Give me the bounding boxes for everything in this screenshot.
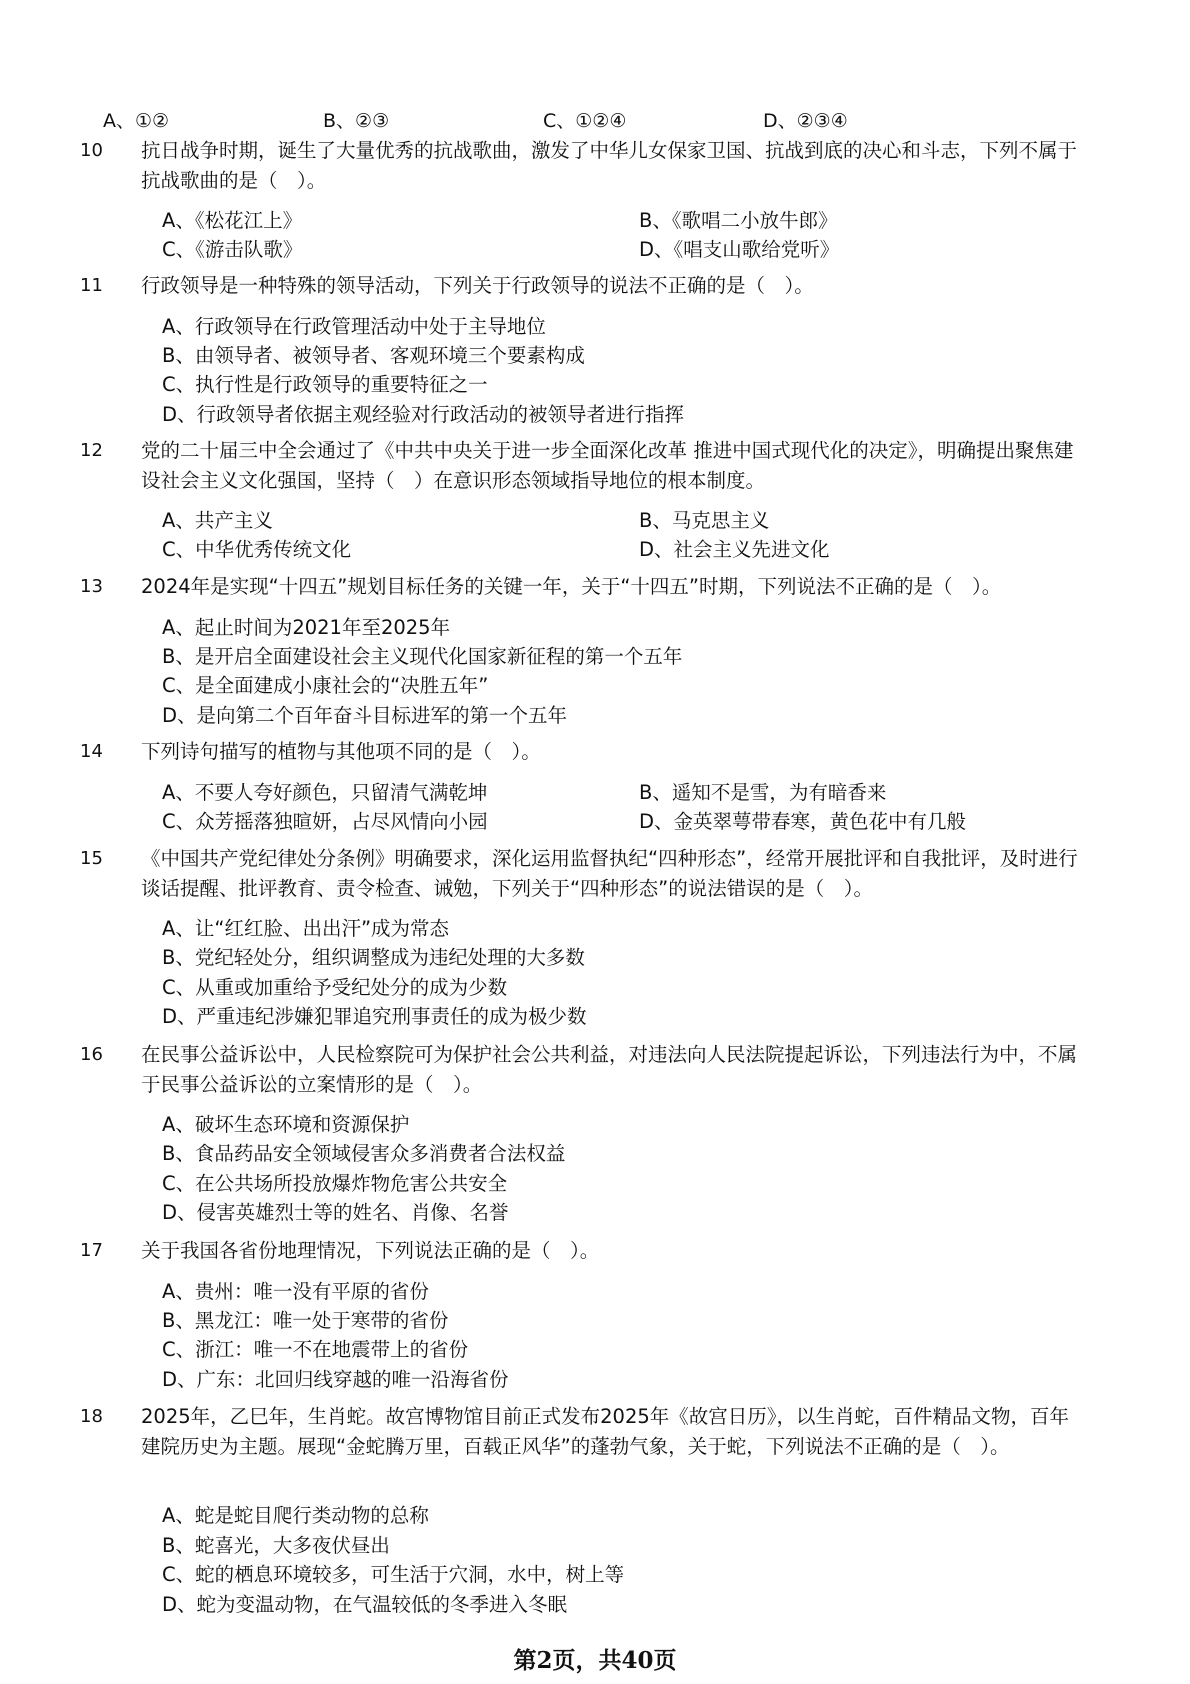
option-a: A、共产主义: [162, 509, 273, 532]
option-d: D、严重违纪涉嫌犯罪追究刑事责任的成为极少数: [162, 1005, 587, 1028]
question-text: 在民事公益诉讼中，人民检察院可为保护社会公共利益，对违法向人民法院提起诉讼，下列违法行为中，不属于民事公益诉讼的立案情形的是（ ）。: [141, 1043, 1078, 1096]
option-d: D、蛇为变温动物，在气温较低的冬季进入冬眠: [162, 1593, 568, 1616]
option-d: D、是向第二个百年奋斗目标进军的第一个五年: [162, 704, 568, 727]
option-c: C、从重或加重给予受纪处分的成为少数: [162, 976, 508, 999]
question-number: 13: [80, 576, 103, 597]
option-b: B、是开启全面建设社会主义现代化国家新征程的第一个五年: [162, 645, 683, 668]
previous-question-options: [103, 106, 1063, 134]
option-b: B、由领导者、被领导者、客观环境三个要素构成: [162, 344, 585, 367]
option-a: A、贵州：唯一没有平原的省份: [162, 1280, 429, 1303]
option-b: B、蛇喜光，大多夜伏昼出: [162, 1534, 390, 1557]
option-a: A、起止时间为2021年至2025年: [162, 616, 451, 639]
question-text: 2024年是实现“十四五”规划目标任务的关键一年，关于“十四五”时期，下列说法不正确的是（ ）。: [141, 575, 1002, 598]
question-text: 行政领导是一种特殊的领导活动，下列关于行政领导的说法不正确的是（ ）。: [141, 274, 814, 297]
option-d: D、②③④: [763, 110, 848, 132]
option-a: A、①②: [103, 110, 170, 132]
option-a: A、行政领导在行政管理活动中处于主导地位: [162, 315, 546, 338]
option-c: C、执行性是行政领导的重要特征之一: [162, 373, 488, 396]
option-d: D、金英翠萼带春寒，黄色花中有几般: [639, 810, 967, 833]
option-a: A、破坏生态环境和资源保护: [162, 1113, 410, 1136]
page-footer: 第2页，共40页: [513, 1647, 677, 1674]
option-c: C、是全面建成小康社会的“决胜五年”: [162, 674, 489, 697]
question-number: 18: [80, 1406, 103, 1427]
question-text: 2025年，乙巳年，生肖蛇。故宫博物馆目前正式发布2025年《故宫日历》，以生肖蛇，百件精品文物，百年建院历史为主题。展现“金蛇腾万里，百载正风华”的蓬勃气象，关于蛇，下列说法不正确的是（ ）。: [141, 1405, 1070, 1458]
question-text: 关于我国各省份地理情况，下列说法正确的是（ ）。: [141, 1239, 600, 1262]
option-a: A、让“红红脸、出出汗”成为常态: [162, 917, 450, 940]
option-c: C、在公共场所投放爆炸物危害公共安全: [162, 1172, 508, 1195]
question-number: 12: [80, 440, 103, 461]
question-number: 16: [80, 1044, 103, 1065]
option-b: B、②③: [323, 110, 390, 132]
option-c: C、中华优秀传统文化: [162, 538, 352, 561]
option-c: C、众芳摇落独暄妍，占尽风情向小园: [162, 810, 488, 833]
question-number: 17: [80, 1240, 103, 1261]
question-number: 14: [80, 741, 103, 762]
question-text: 抗日战争时期，诞生了大量优秀的抗战歌曲，激发了中华儿女保家卫国、抗战到底的决心和斗志，下列不属于抗战歌曲的是（ ）。: [141, 139, 1078, 192]
question-text: 党的二十届三中全会通过了《中共中央关于进一步全面深化改革 推进中国式现代化的决定》，明确提出聚焦建设社会主义文化强国，坚持（ ）在意识形态领域指导地位的根本制度。: [141, 439, 1074, 492]
option-d: D、行政领导者依据主观经验对行政活动的被领导者进行指挥: [162, 403, 685, 426]
option-a: A、不要人夸好颜色，只留清气满乾坤: [162, 781, 488, 804]
option-d: D、广东：北回归线穿越的唯一沿海省份: [162, 1368, 509, 1391]
option-b: B、黑龙江：唯一处于寒带的省份: [162, 1309, 449, 1332]
option-d: D、《唱支山歌给党听》: [639, 238, 840, 261]
option-b: B、马克思主义: [639, 509, 770, 532]
option-a: A、《松花江上》: [162, 209, 303, 232]
question-number: 11: [80, 275, 103, 296]
question-text: 下列诗句描写的植物与其他项不同的是（ ）。: [141, 740, 541, 763]
question-number: 15: [80, 848, 103, 869]
question-number: 10: [80, 140, 103, 161]
option-c: C、①②④: [543, 110, 627, 132]
option-c: C、浙江：唯一不在地震带上的省份: [162, 1338, 469, 1361]
question-text: 《中国共产党纪律处分条例》明确要求，深化运用监督执纪“四种形态”，经常开展批评和自我批评，及时进行谈话提醒、批评教育、责令检查、诫勉，下列关于“四种形态”的说法错误的是（ ）。: [141, 847, 1078, 900]
option-b: B、遥知不是雪，为有暗香来: [639, 781, 887, 804]
option-b: B、食品药品安全领域侵害众多消费者合法权益: [162, 1142, 566, 1165]
option-c: C、《游击队歌》: [162, 238, 303, 261]
option-c: C、蛇的栖息环境较多，可生活于穴洞，水中，树上等: [162, 1563, 625, 1586]
option-b: B、党纪轻处分，组织调整成为违纪处理的大多数: [162, 946, 585, 969]
option-a: A、蛇是蛇目爬行类动物的总称: [162, 1504, 429, 1527]
option-d: D、侵害英雄烈士等的姓名、肖像、名誉: [162, 1201, 509, 1224]
option-d: D、社会主义先进文化: [639, 538, 830, 561]
option-b: B、《歌唱二小放牛郎》: [639, 209, 838, 232]
